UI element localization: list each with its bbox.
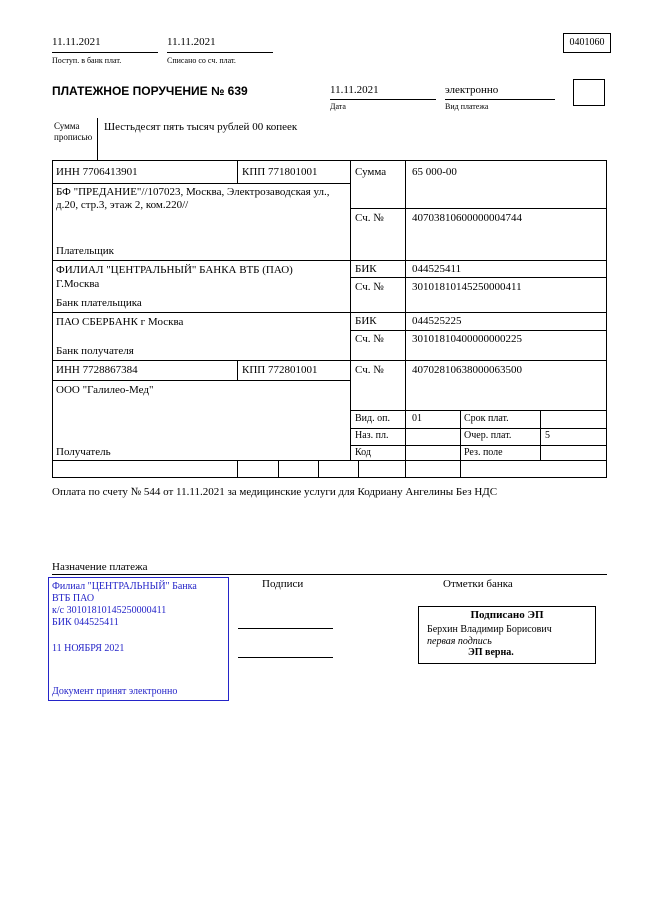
payee-bank-account-label: Сч. № — [355, 333, 384, 345]
payer-bank-account-label: Сч. № — [355, 281, 384, 293]
term-label: Срок плат. — [464, 413, 509, 424]
priority-label: Очер. плат. — [464, 430, 512, 441]
payer-label: Плательщик — [56, 245, 114, 257]
purpose-code-label: Наз. пл. — [355, 430, 389, 441]
payer-account: 40703810600000004744 — [412, 212, 522, 224]
reserve-label: Рез. поле — [464, 447, 503, 458]
purpose-label: Назначение платежа — [52, 561, 148, 573]
signature-stamp-title: Подписано ЭП — [470, 609, 544, 621]
payer-bank-bik: 044525411 — [412, 263, 462, 275]
signer-name: Берхин Владимир Борисович — [427, 624, 552, 635]
divider — [540, 410, 541, 460]
payer-name: БФ "ПРЕДАНИЕ"//107023, Москва, Электрозаводская ул., д.20, стр.3, этаж 2, ком.220// — [56, 186, 330, 211]
divider — [237, 460, 238, 478]
divider — [318, 460, 319, 478]
divider — [358, 460, 359, 478]
op-type-label: Вид. оп. — [355, 413, 390, 424]
divider — [52, 183, 350, 184]
divider — [52, 312, 607, 313]
payer-kpp: КПП 771801001 — [242, 166, 318, 178]
divider — [350, 445, 607, 446]
divider — [460, 410, 461, 478]
payee-bank-bik-label: БИК — [355, 315, 377, 327]
date-received-value: 11.11.2021 — [52, 36, 101, 48]
signature-verified: ЭП верна. — [468, 647, 514, 658]
divider — [350, 330, 607, 331]
payment-kind-value: электронно — [445, 84, 499, 96]
amount-words-value: Шестьдесят пять тысяч рублей 00 копеек — [104, 121, 298, 133]
document-title: ПЛАТЕЖНОЕ ПОРУЧЕНИЕ № 639 — [52, 84, 248, 98]
form-code: 0401060 — [569, 37, 605, 48]
payer-bank-name: ФИЛИАЛ "ЦЕНТРАЛЬНЫЙ" БАНКА ВТБ (ПАО) — [56, 264, 293, 276]
date-received-label: Поступ. в банк плат. — [52, 56, 122, 65]
divider — [350, 208, 607, 209]
payee-bank-account: 30101810400000000225 — [412, 333, 522, 345]
doc-date-value: 11.11.2021 — [330, 84, 379, 96]
payee-account-label: Сч. № — [355, 364, 384, 376]
electronic-stamp-line: Филиал "ЦЕНТРАЛЬНЫЙ" Банка — [52, 581, 197, 592]
amount-words-label: Сумма прописью — [54, 121, 93, 142]
electronic-stamp-date: 11 НОЯБРЯ 2021 — [52, 643, 125, 654]
divider — [405, 160, 406, 478]
date-debited-value: 11.11.2021 — [167, 36, 216, 48]
divider — [52, 360, 607, 361]
divider — [237, 160, 238, 183]
electronic-stamp-line: ВТБ ПАО — [52, 593, 95, 604]
amount-value: 65 000-00 — [412, 166, 457, 178]
payee-bank-name: ПАО СБЕРБАНК г Москва — [56, 316, 184, 328]
payee-label: Получатель — [56, 446, 111, 458]
bank-marks-label: Отметки банка — [443, 578, 513, 590]
divider — [445, 99, 555, 100]
divider — [52, 260, 607, 261]
date-debited-label: Списано со сч. плат. — [167, 56, 236, 65]
payer-bank-bik-label: БИК — [355, 263, 377, 275]
divider — [52, 460, 607, 461]
payer-bank-label: Банк плательщика — [56, 297, 142, 309]
electronic-stamp-note: Документ принят электронно — [52, 686, 178, 697]
signatures-label: Подписи — [262, 578, 304, 590]
divider — [52, 574, 607, 575]
divider — [278, 460, 279, 478]
priority-value: 5 — [545, 430, 550, 441]
payer-bank-city: Г.Москва — [56, 278, 100, 290]
payment-kind-box — [573, 79, 605, 106]
payee-bank-label: Банк получателя — [56, 345, 134, 357]
divider — [350, 410, 607, 411]
divider — [350, 160, 351, 460]
code-label: Код — [355, 447, 371, 458]
signature-line — [238, 628, 333, 629]
payee-account: 40702810638000063500 — [412, 364, 522, 376]
divider — [350, 277, 607, 278]
payee-kpp: КПП 772801001 — [242, 364, 318, 376]
divider — [52, 52, 158, 53]
form-code-box — [563, 33, 611, 53]
op-type-value: 01 — [412, 413, 422, 424]
amount-label: Сумма — [355, 166, 387, 178]
divider — [97, 118, 98, 160]
purpose-text: Оплата по счету № 544 от 11.11.2021 за медицинские услуги для Кодриану Ангелины Без НДС — [52, 486, 498, 498]
payer-account-label: Сч. № — [355, 212, 384, 224]
electronic-stamp-line: БИК 044525411 — [52, 617, 119, 628]
payee-bank-bik: 044525225 — [412, 315, 462, 327]
payee-name: ООО "Галилео-Мед" — [56, 384, 154, 396]
payment-kind-label: Вид платежа — [445, 102, 489, 111]
divider — [350, 428, 607, 429]
electronic-stamp-line: к/с 30101810145250000411 — [52, 605, 167, 616]
signature-type: первая подпись — [427, 636, 492, 647]
divider — [330, 99, 436, 100]
divider — [167, 52, 273, 53]
doc-date-label: Дата — [330, 102, 346, 111]
divider — [52, 380, 350, 381]
payer-bank-account: 30101810145250000411 — [412, 281, 522, 293]
signature-line — [238, 657, 333, 658]
payee-inn: ИНН 7728867384 — [56, 364, 138, 376]
payer-inn: ИНН 7706413901 — [56, 166, 138, 178]
divider — [237, 360, 238, 380]
